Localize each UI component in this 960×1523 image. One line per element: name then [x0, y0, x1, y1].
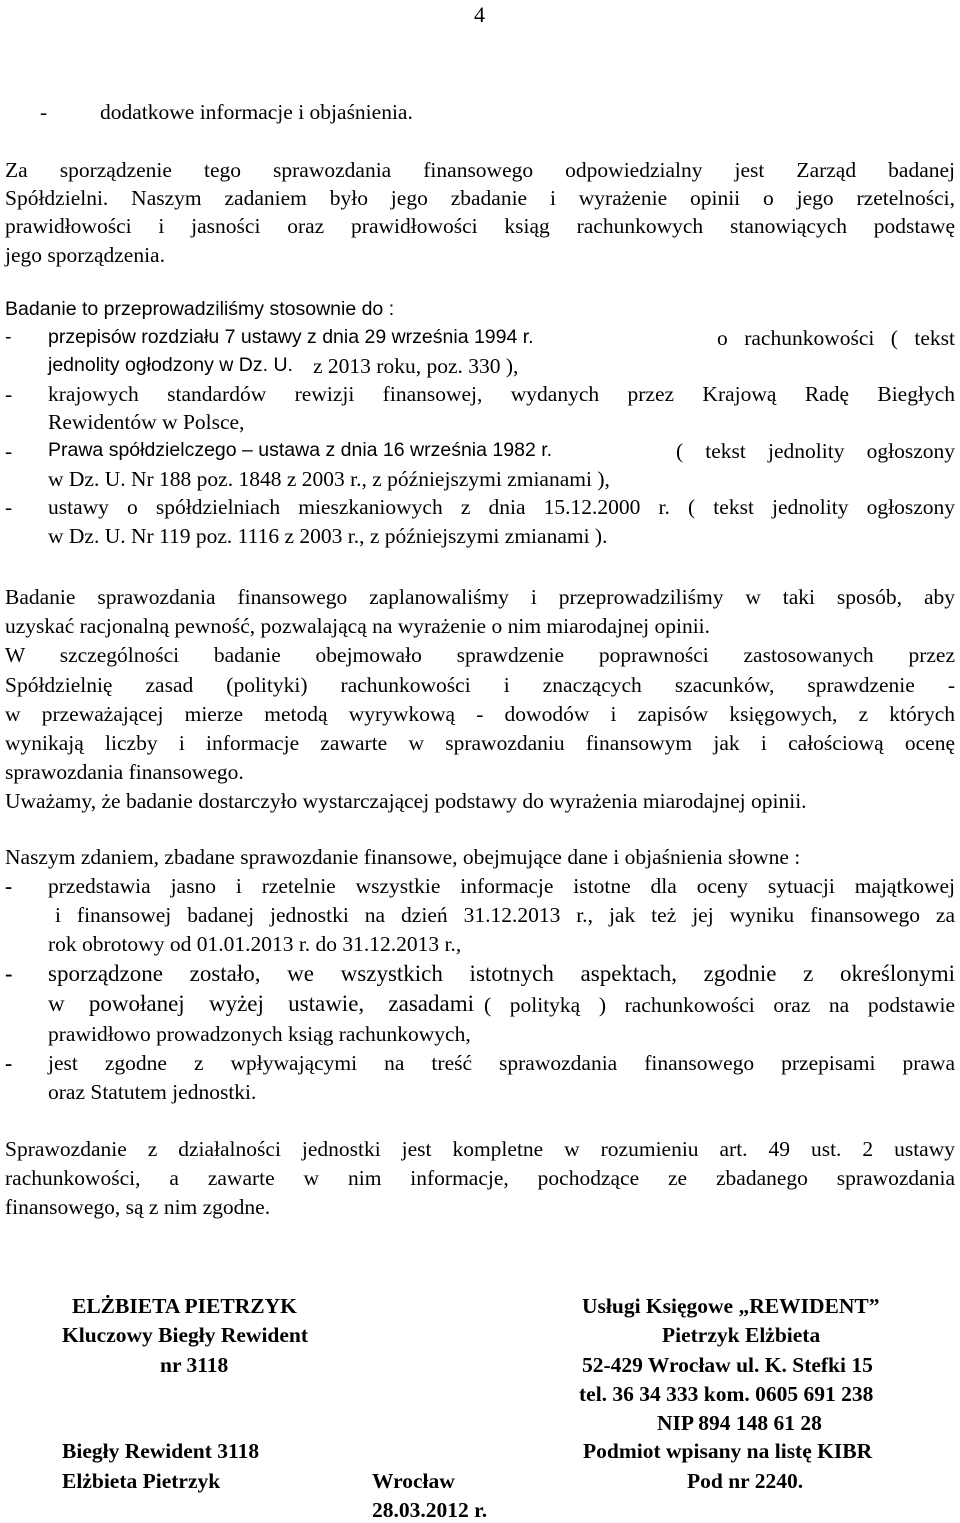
text-line: Badanie sprawozdania finansowego zaplanowaliśmy i przeprowadziliśmy w taki sposób, aby: [5, 585, 955, 609]
text-line: Naszym zdaniem, zbadane sprawozdanie finansowe, obejmujące dane i objaśnienia słowne :: [5, 845, 801, 869]
auditor-stamp-line1: Biegły Rewident 3118: [62, 1439, 260, 1463]
company-nip: NIP 894 148 61 28: [657, 1411, 822, 1435]
text-line: rachunkowości, a zawarte w nim informacje, pochodzące ze zbadanego sprawozdania: [5, 1166, 955, 1190]
text-line: w powołanej wyżej ustawie, zasadami: [48, 991, 474, 1016]
text-line: w przeważającej mierze metodą wyrywkową - dowodów i zapisów księgowych, z których: [5, 702, 955, 726]
text-line: Spółdzielnię zasad (polityki) rachunkowości i znaczących szacunków, sprawdzenie -: [5, 673, 955, 697]
auditor-number: nr 3118: [160, 1353, 229, 1377]
text-line: Sprawozdanie z działalności jednostki jest kompletne w rozumieniu art. 49 ust. 2 ustawy: [5, 1137, 955, 1161]
text-line: oraz Statutem jednostki.: [48, 1080, 257, 1104]
text-line: w Dz. U. Nr 119 poz. 1116 z 2003 r., z późniejszymi zmianami ).: [48, 524, 608, 548]
bullet-dash: -: [5, 874, 13, 898]
text-line: z 2013 roku, poz. 330 ),: [313, 354, 519, 378]
text-line: i finansowej badanej jednostki na dzień 31.12.2013 r., jak też jej wyniku finansowego za: [55, 903, 955, 927]
text-line: prawidłowo prowadzonych ksiąg rachunkowych,: [48, 1022, 471, 1046]
text-line: o rachunkowości ( tekst: [717, 326, 955, 350]
text-line: finansowego, są z nim zgodne.: [5, 1195, 271, 1219]
bullet-dash: -: [5, 382, 13, 406]
text-line: Spółdzielni. Naszym zadaniem było jego zbadanie i wyrażenie opinii o jego rzetelności,: [5, 186, 955, 210]
text-line: Za sporządzenie tego sprawozdania finansowego odpowiedzialny jest Zarząd badanej: [5, 158, 955, 182]
text-line: Badanie to przeprowadziliśmy stosownie do :: [5, 298, 395, 320]
text-line: sprawozdania finansowego.: [5, 760, 244, 784]
company-address: 52-429 Wrocław ul. K. Stefki 15: [582, 1353, 873, 1377]
text-line: ustawy o spółdzielniach mieszkaniowych z dnia 15.12.2000 r. ( tekst jednolity ogłoszony: [48, 495, 955, 519]
text-line: dodatkowe informacje i objaśnienia.: [100, 100, 413, 124]
auditor-stamp-line2: Elżbieta Pietrzyk: [62, 1469, 221, 1493]
bullet-dash: -: [5, 439, 13, 463]
text-line: jednolity ogłodzony w Dz. U.: [48, 354, 293, 376]
bullet-dash: -: [5, 495, 13, 519]
text-line: w Dz. U. Nr 188 poz. 1848 z 2003 r., z późniejszymi zmianami ),: [48, 467, 610, 491]
text-line: jego sporządzenia.: [5, 243, 165, 267]
company-phone: tel. 36 34 333 kom. 0605 691 238: [579, 1382, 874, 1406]
company-registry: Podmiot wpisany na listę KIBR: [583, 1439, 873, 1463]
text-line: ( tekst jednolity ogłoszony: [676, 439, 955, 463]
text-line: W szczególności badanie obejmowało sprawdzenie poprawności zastosowanych przez: [5, 643, 955, 667]
text-line: wynikają liczby i informacje zawarte w sprawozdaniu finansowym jak i całościową ocenę: [5, 731, 955, 755]
place: Wrocław: [372, 1469, 455, 1493]
text-line: ( polityką ) rachunkowości oraz na podstawie: [484, 993, 955, 1017]
bullet-dash: -: [40, 100, 48, 124]
company-name: Usługi Księgowe „REWIDENT”: [582, 1294, 880, 1318]
text-line: Prawa spółdzielczego – ustawa z dnia 16 września 1982 r.: [48, 439, 553, 461]
text-line: rok obrotowy od 01.01.2013 r. do 31.12.2013 r.,: [48, 932, 462, 956]
text-line: przedstawia jasno i rzetelnie wszystkie informacje istotne dla oceny sytuacji majątkowej: [48, 874, 955, 898]
bullet-dash: -: [5, 1051, 13, 1075]
text-line: jest zgodne z wpływającymi na treść sprawozdania finansowego przepisami prawa: [48, 1051, 955, 1075]
company-registry-number: Pod nr 2240.: [687, 1469, 804, 1493]
text-line: przepisów rozdziału 7 ustawy z dnia 29 września 1994 r.: [48, 326, 534, 348]
text-line: prawidłowości i jasności oraz prawidłowości ksiąg rachunkowych stanowiących podstawę: [5, 214, 955, 238]
auditor-title: Kluczowy Biegły Rewident: [62, 1323, 309, 1347]
text-line: sporządzone zostało, we wszystkich istotnych aspektach, zgodnie z określonymi: [48, 961, 955, 986]
text-line: Uważamy, że badanie dostarczyło wystarczającej podstawy do wyrażenia miarodajnej opinii.: [5, 789, 807, 813]
auditor-name: ELŻBIETA PIETRZYK: [72, 1294, 297, 1318]
date: 28.03.2012 r.: [372, 1498, 488, 1522]
text-line: uzyskać racjonalną pewność, pozwalającą na wyrażenie o nim miarodajnej opinii.: [5, 614, 711, 638]
company-owner: Pietrzyk Elżbieta: [662, 1323, 821, 1347]
bullet-dash: -: [5, 961, 13, 986]
page-number: 4: [474, 2, 485, 27]
text-line: krajowych standardów rewizji finansowej, wydanych przez Krajową Radę Biegłych: [48, 382, 955, 406]
text-line: Rewidentów w Polsce,: [48, 410, 245, 434]
bullet-dash: -: [5, 326, 12, 348]
